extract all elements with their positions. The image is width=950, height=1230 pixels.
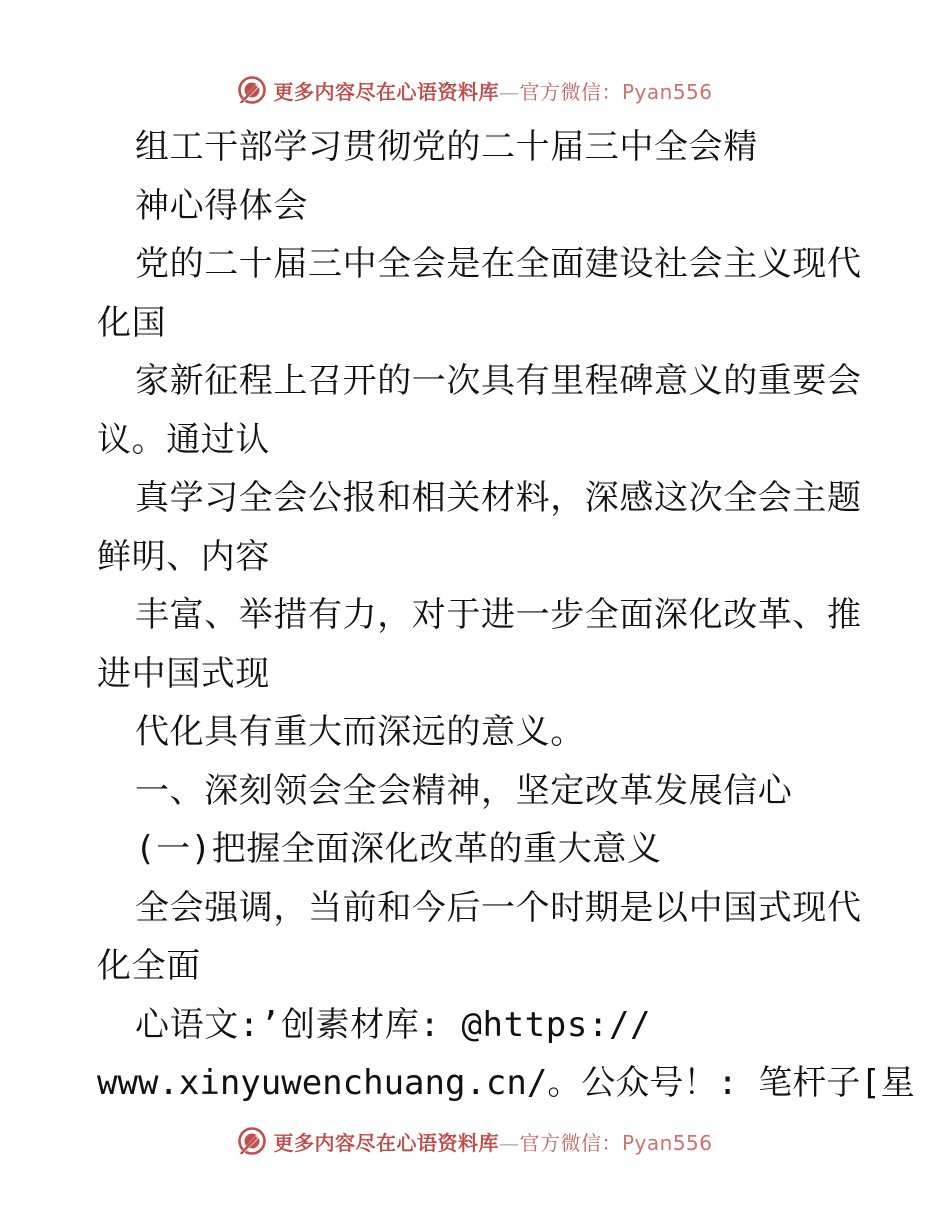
paragraph-line: 化国 — [97, 302, 167, 343]
title-line-2: 神心得体会 — [135, 185, 308, 226]
watermark-brand: 更多内容尽在心语资料库 — [273, 1130, 499, 1155]
paragraph-line: 党的二十届三中全会是在全面建设社会主义现代 — [135, 244, 862, 284]
paragraph-line: 全会强调，当前和今后一个时期是以中国式现代 — [135, 887, 862, 928]
watermark-suffix: 官方微信： — [519, 1130, 622, 1155]
section-heading: 一、深刻领会全会精神，坚定改革发展信心 — [135, 770, 793, 811]
paragraph-line: 丰富、举措有力，对于进一步全面深化改革、推 — [135, 595, 862, 635]
document-body — [97, 118, 915, 1113]
watermark-dash: — — [498, 79, 520, 104]
watermark-suffix: 官方微信： — [519, 79, 622, 104]
paragraph-line: 鲜明、内容 — [97, 536, 270, 577]
title-line-1: 组工干部学习贯彻党的二十届三中全会精 — [135, 127, 758, 167]
paragraph-line: 真学习全会公报和相关材料，深感这次全会主题 — [135, 478, 862, 518]
paragraph-line: 代化具有重大而深远的意义。 — [135, 712, 585, 752]
header-watermark — [0, 70, 950, 110]
watermark-id: Pyan556 — [621, 1130, 713, 1155]
footer-watermark — [0, 1121, 950, 1161]
pen-logo-icon — [237, 1126, 267, 1156]
source-note-line: 心语文:’创素材库: @https:// — [135, 1004, 652, 1045]
paragraph-line: 化全面 — [97, 946, 201, 986]
watermark-brand: 更多内容尽在心语资料库 — [273, 79, 499, 104]
paragraph-line: 家新征程上召开的一次具有里程碑意义的重要会 — [135, 361, 862, 401]
paragraph-line: 进中国式现 — [97, 653, 270, 694]
watermark-id: Pyan556 — [621, 79, 713, 104]
source-url-line: www.xinyuwenchuang.cn/。公众号！: 笔杆子[星 — [97, 1063, 915, 1103]
pen-logo-icon — [237, 75, 267, 105]
subsection-heading: (一)把握全面深化改革的重大意义 — [135, 829, 662, 869]
watermark-dash: — — [498, 1130, 520, 1155]
paragraph-line: 议。通过认 — [97, 419, 270, 460]
